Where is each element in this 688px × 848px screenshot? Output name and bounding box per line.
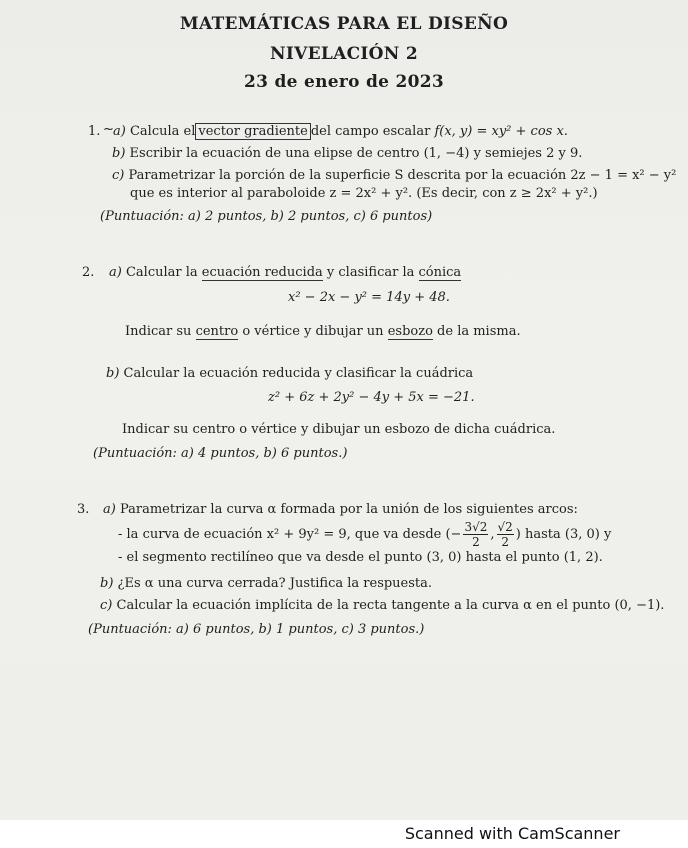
- q3-frac2-den: 2: [501, 535, 509, 549]
- q3-fraction-2: [497, 520, 514, 549]
- q3-frac1-num: 3√2: [464, 520, 488, 534]
- q2-a-mid: y clasificar la: [326, 265, 415, 280]
- q2-a-equation: x² − 2x − y² = 14y + 48.: [288, 290, 450, 305]
- q1-c-line1: [112, 168, 676, 183]
- q1-a-formula: f(x, y) = xy² + cos x.: [434, 124, 568, 139]
- q1-a-label: a): [113, 124, 126, 139]
- q3-a-item1-pre: - la curva de ecuación x² + 9y² = 9, que va desde (−: [118, 527, 462, 542]
- q2-b-text: Calcular la ecuación reducida y clasificar la cuádrica: [123, 366, 474, 381]
- q3-b-line: [100, 576, 432, 591]
- q2-score: (Puntuación: a) 4 puntos, b) 6 puntos.): [93, 446, 348, 461]
- q2-a-indicate-pre: Indicar su: [125, 324, 192, 339]
- q3-b-label: b): [100, 576, 114, 591]
- q3-frac2-num: √2: [497, 520, 513, 534]
- q2-a-label: a): [109, 265, 122, 280]
- q3-fraction-1: [463, 520, 488, 549]
- q1-c-label: c): [112, 168, 125, 183]
- q3-c-label: c): [100, 598, 113, 613]
- level-title: NIVELACIÓN 2: [270, 44, 418, 64]
- course-title: MATEMÁTICAS PARA EL DISEÑO: [179, 14, 509, 34]
- q3-comma: ,: [490, 527, 495, 542]
- q3-a-item1: [118, 520, 611, 549]
- q1-c-text1: Parametrizar la porción de la superficie S descrita por la ecuación 2z − 1 = x² − y²: [128, 168, 677, 183]
- q1-a-boxed: vector gradiente: [195, 123, 310, 140]
- q3-a-item2: - el segmento rectilíneo que va desde el punto (3, 0) hasta el punto (1, 2).: [118, 550, 603, 565]
- q2-a-indicate-mid: o vértice y dibujar un: [242, 324, 384, 339]
- q1-a-post: del campo escalar: [310, 124, 431, 139]
- q3-a-label: a): [103, 502, 116, 517]
- q1-a-pre: Calcula el: [129, 124, 196, 139]
- q1-hand-mark: ~: [103, 122, 114, 137]
- q2-b-label: b): [106, 366, 120, 381]
- q2-a-indicate: [125, 324, 521, 339]
- q3-c-line: [100, 598, 664, 613]
- q2-a-pre: Calcular la: [125, 265, 198, 280]
- q3-number: 3.: [77, 502, 90, 517]
- q1-a-line: [113, 124, 568, 139]
- q2-a-indicate-post: de la misma.: [437, 324, 521, 339]
- scanner-watermark: Scanned with CamScanner: [404, 824, 620, 843]
- q3-frac1-den: 2: [472, 535, 480, 549]
- q2-a-underlined: ecuación reducida: [201, 265, 323, 280]
- q2-a-indicate-u1: centro: [195, 324, 239, 339]
- q3-a-text: Parametrizar la curva α formada por la unión de los siguientes arcos:: [119, 502, 578, 517]
- q1-score: (Puntuación: a) 2 puntos, b) 2 puntos, c) 6 puntos): [100, 209, 433, 224]
- q2-b-line: [106, 366, 473, 381]
- q1-b-text: Escribir la ecuación de una elipse de centro (1, −4) y semiejes 2 y 9.: [129, 146, 583, 161]
- q2-number: 2.: [82, 265, 95, 280]
- q2-b-indicate: Indicar su centro o vértice y dibujar un esbozo de dicha cuádrica.: [122, 422, 556, 437]
- q3-a-line: [103, 502, 578, 517]
- q3-b-text: ¿Es α una curva cerrada? Justifica la respuesta.: [117, 576, 433, 591]
- q3-c-text: Calcular la ecuación implícita de la recta tangente a la curva α en el punto (0, −1).: [116, 598, 665, 613]
- exam-date: 23 de enero de 2023: [243, 72, 445, 92]
- q1-b-label: b): [112, 146, 126, 161]
- q2-b-equation: z² + 6z + 2y² − 4y + 5x = −21.: [268, 390, 475, 405]
- q2-a-line: [109, 265, 461, 280]
- q2-a-underlined2: cónica: [418, 265, 462, 280]
- q3-score: (Puntuación: a) 6 puntos, b) 1 puntos, c) 3 puntos.): [88, 622, 425, 637]
- q2-a-indicate-u2: esbozo: [387, 324, 433, 339]
- q1-b-line: [112, 146, 582, 161]
- q1-c-line2: que es interior al paraboloide z = 2x² + y². (Es decir, con z ≥ 2x² + y².): [130, 186, 598, 201]
- q1-number: 1.: [88, 124, 101, 139]
- q3-a-item1-post: ) hasta (3, 0) y: [515, 527, 612, 542]
- scanner-footer: [0, 820, 688, 848]
